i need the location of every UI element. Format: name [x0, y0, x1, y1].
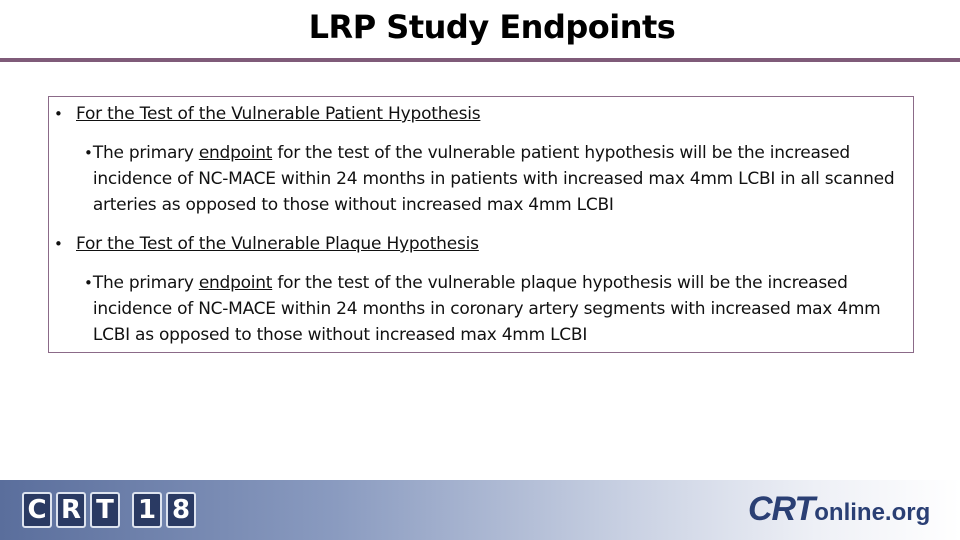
slide-title: LRP Study Endpoints [308, 8, 676, 46]
crtonline-logo-main: CRT [748, 490, 815, 528]
section-1-text: for the test of the vulnerable patient hypothesis will be the increased incidence of NC-MACE within 24 months in patients with increased max 4mm LCBI in all scanned arteries as opposed to those without increased max 4mm LCBI [92, 143, 895, 215]
crtonline-logo-suffix: online.org [814, 499, 931, 526]
content-box [48, 96, 914, 353]
crt18-logo [22, 492, 196, 528]
logo-tile: C [22, 492, 52, 528]
crtonline-logo [748, 490, 930, 529]
bullet: • [54, 105, 63, 123]
footer-bar [0, 480, 960, 540]
bullet: • [54, 235, 63, 253]
section-2-text: for the test of the vulnerable plaque hypothesis will be the increased incidence of NC-MACE within 24 months in coronary artery segments with increased max 4mm LCBI as opposed to those without increased max 4mm LCBI [92, 273, 881, 345]
section-2-heading: For the Test of the Vulnerable Plaque Hypothesis [76, 234, 479, 254]
logo-tile: R [56, 492, 86, 528]
section-1-heading-row [54, 101, 480, 127]
section-1-heading: For the Test of the Vulnerable Patient Hypothesis [76, 104, 481, 124]
section-2-body-row [84, 270, 904, 348]
section-2-body [93, 270, 904, 348]
title-divider [0, 58, 960, 62]
logo-tile: 8 [166, 492, 196, 528]
section-1-body [93, 140, 904, 218]
section-2-heading-row [54, 231, 479, 257]
section-1-lead: The primary [92, 143, 199, 163]
section-2-keyword: endpoint [198, 273, 273, 293]
sub-bullet: • [84, 144, 93, 162]
section-1-body-row [84, 140, 904, 218]
section-2-lead: The primary [92, 273, 199, 293]
sub-bullet: • [84, 274, 93, 292]
section-1-keyword: endpoint [198, 143, 273, 163]
logo-tile: 1 [132, 492, 162, 528]
logo-tile: T [90, 492, 120, 528]
